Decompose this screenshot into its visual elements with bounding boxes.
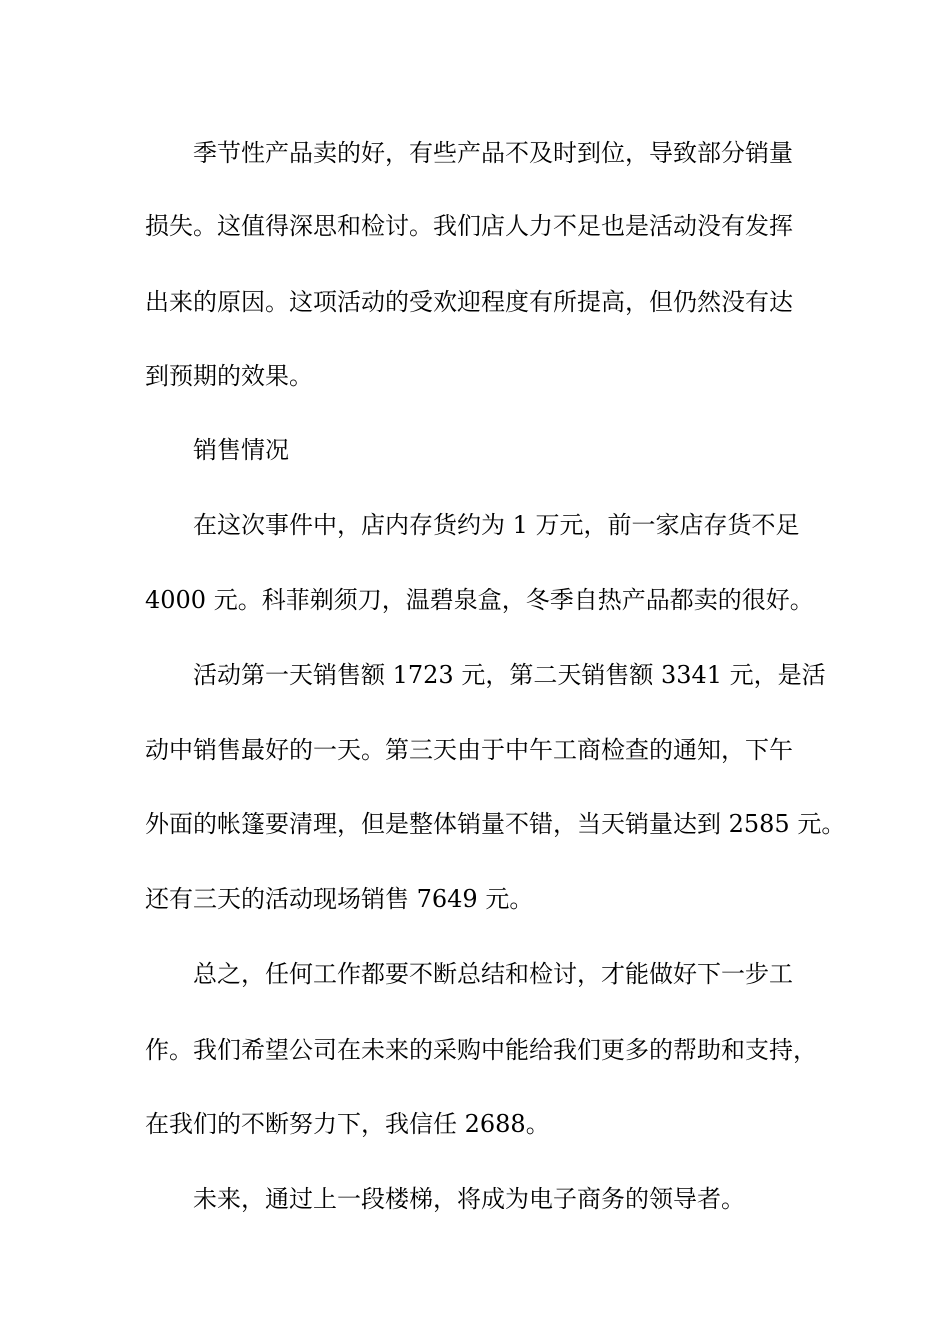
text-line: 4000 元。科菲剃须刀，温碧泉盒，冬季自热产品都卖的很好。 xyxy=(145,586,814,614)
text-line: 未来，通过上一段楼梯，将成为电子商务的领导者。 xyxy=(193,1185,745,1213)
text-line: 损失。这值得深思和检讨。我们店人力不足也是活动没有发挥 xyxy=(145,212,793,240)
text-line: 季节性产品卖的好，有些产品不及时到位，导致部分销量 xyxy=(193,139,793,167)
text-line: 到预期的效果。 xyxy=(145,362,313,390)
text-line: 作。我们希望公司在未来的采购中能给我们更多的帮助和支持， xyxy=(145,1036,817,1064)
section-heading: 销售情况 xyxy=(193,436,289,464)
text-line: 总之，任何工作都要不断总结和检讨，才能做好下一步工 xyxy=(193,960,793,988)
text-line: 活动第一天销售额 1723 元，第二天销售额 3341 元，是活 xyxy=(193,661,826,689)
text-line: 出来的原因。这项活动的受欢迎程度有所提高，但仍然没有达 xyxy=(145,288,793,316)
text-line: 还有三天的活动现场销售 7649 元。 xyxy=(145,885,534,913)
text-line: 外面的帐篷要清理，但是整体销量不错，当天销量达到 2585 元。 xyxy=(145,810,846,838)
text-line: 在我们的不断努力下，我信任 2688。 xyxy=(145,1110,550,1138)
text-line: 动中销售最好的一天。第三天由于中午工商检查的通知，下午 xyxy=(145,736,793,764)
text-line: 在这次事件中，店内存货约为 1 万元，前一家店存货不足 xyxy=(193,511,800,539)
